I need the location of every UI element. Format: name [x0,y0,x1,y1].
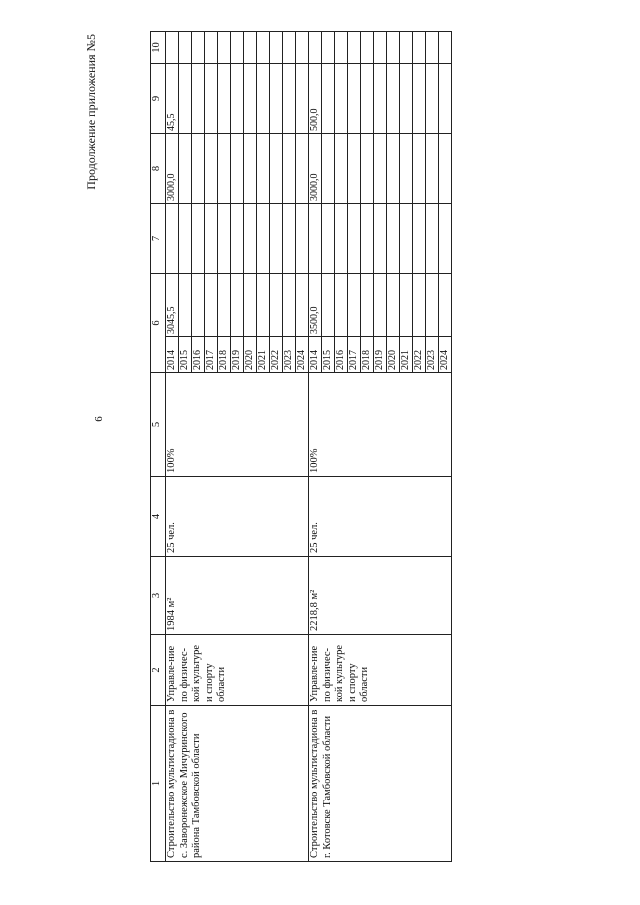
empty-cell [335,64,348,134]
year-cell: 2015 [322,337,335,373]
empty-cell [231,64,244,134]
year-cell: 2024 [296,337,309,373]
empty-cell [192,64,205,134]
col-header-6: 6 [151,274,166,373]
empty-cell [348,32,361,64]
appendix-caption: Продолжение приложения №5 [84,34,98,190]
empty-cell [335,32,348,64]
empty-cell [283,134,296,204]
empty-cell [335,274,348,337]
capacity-cell: 25 чел. [166,477,309,557]
year-cell: 2014 [166,337,179,373]
col-header-1: 1 [151,706,166,862]
empty-cell [270,64,283,134]
rotated-page-content [84,32,578,862]
table-row [166,32,179,862]
year-cell: 2023 [426,337,439,373]
empty-cell [413,274,426,337]
year-cell: 2024 [439,337,452,373]
empty-cell [205,274,218,337]
project-cell: Строительство мультистадиона в г. Котовске Тамбовской области [309,706,452,862]
empty-cell [231,274,244,337]
empty-cell [400,134,413,204]
empty-cell [270,274,283,337]
col7-cell [309,204,322,274]
empty-cell [179,274,192,337]
col7-cell [166,204,179,274]
empty-cell [296,274,309,337]
empty-cell [335,134,348,204]
empty-cell [244,204,257,274]
empty-cell [257,134,270,204]
empty-cell [322,134,335,204]
year-cell: 2017 [205,337,218,373]
empty-cell [322,32,335,64]
empty-cell [231,32,244,64]
empty-cell [413,204,426,274]
empty-cell [283,32,296,64]
empty-cell [426,274,439,337]
project-cell: Строительство мультистадиона в с. Заворонежское Мичуринского района Тамбовской области [166,706,309,862]
empty-cell [218,64,231,134]
empty-cell [257,64,270,134]
col-header-2: 2 [151,635,166,706]
col-header-8: 8 [151,134,166,204]
empty-cell [374,274,387,337]
empty-cell [244,32,257,64]
year-cell: 2020 [244,337,257,373]
empty-cell [270,134,283,204]
empty-cell [296,32,309,64]
col-header-7: 7 [151,204,166,274]
col10-cell [166,32,179,64]
empty-cell [361,134,374,204]
empty-cell [439,32,452,64]
col9-cell: 500,0 [309,64,322,134]
empty-cell [179,64,192,134]
empty-cell [387,204,400,274]
readiness-cell: 100% [166,373,309,477]
empty-cell [348,274,361,337]
empty-cell [192,204,205,274]
empty-cell [205,32,218,64]
empty-cell [400,204,413,274]
col8-cell: 3000,0 [309,134,322,204]
empty-cell [361,204,374,274]
year-cell: 2021 [257,337,270,373]
col9-cell: 45,5 [166,64,179,134]
empty-cell [439,274,452,337]
column-number-row [151,32,166,862]
empty-cell [296,64,309,134]
year-cell: 2014 [309,337,322,373]
customer-cell: Управле-ние по физичес-кой культуре и спорту области [166,635,309,706]
empty-cell [335,204,348,274]
empty-cell [192,32,205,64]
empty-cell [413,134,426,204]
readiness-cell: 100% [309,373,452,477]
empty-cell [192,134,205,204]
col6-cell: 3500,0 [309,274,322,337]
empty-cell [426,32,439,64]
customer-cell: Управле-ние по физичес-кой культуре и спорту области [309,635,452,706]
year-cell: 2022 [270,337,283,373]
empty-cell [426,134,439,204]
empty-cell [218,134,231,204]
year-cell: 2023 [283,337,296,373]
year-cell: 2019 [374,337,387,373]
empty-cell [439,64,452,134]
table-row [309,32,322,862]
empty-cell [270,204,283,274]
year-cell: 2018 [218,337,231,373]
empty-cell [348,134,361,204]
empty-cell [387,134,400,204]
year-cell: 2022 [413,337,426,373]
empty-cell [218,204,231,274]
empty-cell [296,204,309,274]
empty-cell [400,64,413,134]
col-header-5: 5 [151,373,166,477]
projects-body [166,32,452,862]
page-number: 6 [93,416,105,422]
empty-cell [205,204,218,274]
year-cell: 2017 [348,337,361,373]
year-cell: 2016 [335,337,348,373]
empty-cell [400,274,413,337]
empty-cell [283,274,296,337]
empty-cell [387,274,400,337]
col-header-4: 4 [151,477,166,557]
empty-cell [283,64,296,134]
year-cell: 2018 [361,337,374,373]
empty-cell [179,134,192,204]
empty-cell [374,64,387,134]
empty-cell [218,274,231,337]
empty-cell [413,64,426,134]
empty-cell [439,134,452,204]
empty-cell [218,32,231,64]
area-cell: 2218,8 м² [309,557,452,635]
empty-cell [257,274,270,337]
empty-cell [348,204,361,274]
empty-cell [361,64,374,134]
empty-cell [179,204,192,274]
col-header-9: 9 [151,64,166,134]
empty-cell [374,32,387,64]
area-cell: 1984 м² [166,557,309,635]
empty-cell [257,204,270,274]
empty-cell [244,64,257,134]
capacity-cell: 25 чел. [309,477,452,557]
year-cell: 2019 [231,337,244,373]
year-cell: 2021 [400,337,413,373]
empty-cell [322,204,335,274]
empty-cell [296,134,309,204]
year-cell: 2015 [179,337,192,373]
empty-cell [426,64,439,134]
col-header-10: 10 [151,32,166,64]
empty-cell [439,204,452,274]
empty-cell [361,274,374,337]
year-cell: 2016 [192,337,205,373]
empty-cell [374,134,387,204]
empty-cell [257,32,270,64]
empty-cell [400,32,413,64]
empty-cell [426,204,439,274]
col6-cell: 3045,5 [166,274,179,337]
empty-cell [322,64,335,134]
col-header-3: 3 [151,557,166,635]
empty-cell [387,64,400,134]
empty-cell [270,32,283,64]
empty-cell [374,204,387,274]
empty-cell [231,134,244,204]
projects-table [150,31,452,862]
col8-cell: 3000,0 [166,134,179,204]
empty-cell [322,274,335,337]
empty-cell [361,32,374,64]
empty-cell [205,134,218,204]
empty-cell [192,274,205,337]
empty-cell [179,32,192,64]
empty-cell [387,32,400,64]
empty-cell [244,274,257,337]
empty-cell [348,64,361,134]
year-cell: 2020 [387,337,400,373]
empty-cell [205,64,218,134]
col10-cell [309,32,322,64]
empty-cell [244,134,257,204]
empty-cell [231,204,244,274]
empty-cell [413,32,426,64]
empty-cell [283,204,296,274]
